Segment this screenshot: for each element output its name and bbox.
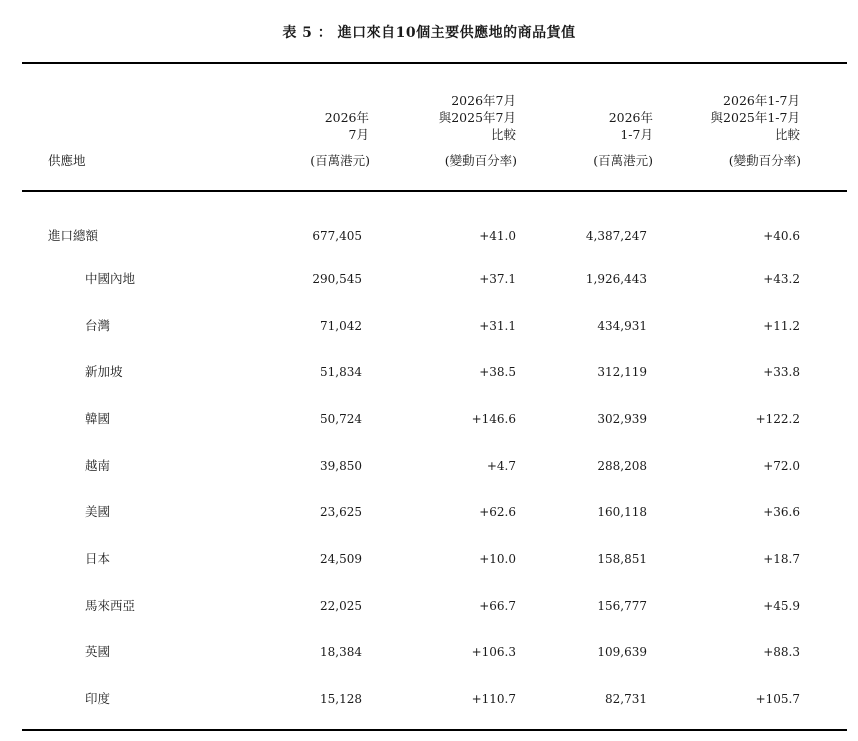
- cell-month-value: 71,042: [320, 319, 362, 333]
- cell-month-change: +146.6: [471, 412, 516, 426]
- cell-month-value: 51,834: [320, 365, 362, 379]
- header-month-value-line1: 2026年: [324, 110, 369, 125]
- cell-month-value: 15,128: [320, 692, 362, 706]
- row-label-supplier: 英國: [85, 644, 111, 659]
- cell-ytd-change: +122.2: [755, 412, 800, 426]
- header-month-change-line1: 2026年7月: [451, 93, 516, 108]
- cell-ytd-change: +105.7: [755, 692, 800, 706]
- cell-ytd-change: +11.2: [763, 319, 800, 333]
- cell-ytd-change: +40.6: [763, 229, 800, 243]
- row-label-supplier: 日本: [85, 551, 111, 566]
- cell-month-change: +66.7: [479, 599, 516, 613]
- cell-month-value: 50,724: [320, 412, 362, 426]
- cell-ytd-value: 82,731: [605, 692, 647, 706]
- header-month-change-line2: 與2025年7月: [438, 110, 516, 125]
- header-ytd-value-line2: 1-7月: [620, 127, 653, 142]
- header-month-change-unit: (變動百分率): [444, 153, 517, 168]
- header-ytd-value-line1: 2026年: [608, 110, 653, 125]
- cell-month-value: 24,509: [320, 552, 362, 566]
- header-month-value-unit: (百萬港元): [310, 153, 370, 168]
- cell-ytd-value: 160,118: [597, 505, 647, 519]
- row-label-supplier: 美國: [85, 504, 111, 519]
- header-rule: [22, 190, 847, 192]
- header-month-change-line3: 比較: [490, 127, 516, 142]
- cell-ytd-change: +18.7: [763, 552, 800, 566]
- row-label-total: 進口總額: [48, 228, 99, 243]
- cell-month-value: 677,405: [312, 229, 362, 243]
- cell-month-change: +62.6: [479, 505, 516, 519]
- cell-month-value: 18,384: [320, 645, 362, 659]
- cell-ytd-value: 4,387,247: [585, 229, 647, 243]
- cell-month-change: +106.3: [471, 645, 516, 659]
- cell-month-value: 23,625: [320, 505, 362, 519]
- header-supplier: 供應地: [48, 153, 86, 168]
- cell-month-change: +110.7: [471, 692, 516, 706]
- row-label-supplier: 台灣: [85, 318, 111, 333]
- header-month-change: [439, 92, 516, 143]
- bottom-rule: [22, 729, 847, 731]
- cell-ytd-value: 156,777: [597, 599, 647, 613]
- header-month-value: [325, 109, 369, 143]
- row-label-supplier: 新加坡: [85, 364, 123, 379]
- cell-ytd-value: 434,931: [597, 319, 647, 333]
- cell-month-value: 22,025: [320, 599, 362, 613]
- cell-month-change: +10.0: [479, 552, 516, 566]
- row-label-supplier: 中國內地: [85, 271, 136, 286]
- table-title: 表 5 ： 進口來自10個主要供應地的商品貨值: [282, 25, 576, 41]
- cell-ytd-change: +33.8: [763, 365, 800, 379]
- header-ytd-change-line3: 比較: [774, 127, 800, 142]
- cell-ytd-change: +45.9: [763, 599, 800, 613]
- cell-month-change: +31.1: [479, 319, 516, 333]
- cell-month-value: 39,850: [320, 459, 362, 473]
- cell-ytd-value: 109,639: [597, 645, 647, 659]
- header-ytd-value-unit: (百萬港元): [593, 153, 653, 168]
- row-label-supplier: 印度: [85, 691, 111, 706]
- cell-ytd-value: 288,208: [597, 459, 647, 473]
- top-rule: [22, 62, 847, 64]
- cell-ytd-value: 1,926,443: [585, 272, 647, 286]
- cell-ytd-change: +72.0: [763, 459, 800, 473]
- cell-month-change: +38.5: [479, 365, 516, 379]
- header-ytd-change: [711, 92, 800, 143]
- row-label-supplier: 越南: [85, 458, 111, 473]
- header-ytd-change-unit: (變動百分率): [728, 153, 801, 168]
- cell-month-change: +41.0: [479, 229, 516, 243]
- header-ytd-change-line2: 與2025年1-7月: [710, 110, 800, 125]
- row-label-supplier: 韓國: [85, 411, 111, 426]
- header-ytd-value: [609, 109, 653, 143]
- cell-ytd-value: 312,119: [597, 365, 647, 379]
- cell-ytd-change: +88.3: [763, 645, 800, 659]
- header-ytd-change-line1: 2026年1-7月: [723, 93, 800, 108]
- row-label-supplier: 馬來西亞: [85, 598, 136, 613]
- cell-ytd-value: 302,939: [597, 412, 647, 426]
- cell-month-change: +4.7: [486, 459, 516, 473]
- cell-ytd-change: +36.6: [763, 505, 800, 519]
- cell-ytd-change: +43.2: [763, 272, 800, 286]
- cell-month-value: 290,545: [312, 272, 362, 286]
- cell-month-change: +37.1: [479, 272, 516, 286]
- cell-ytd-value: 158,851: [597, 552, 647, 566]
- header-month-value-line2: 7月: [348, 127, 369, 142]
